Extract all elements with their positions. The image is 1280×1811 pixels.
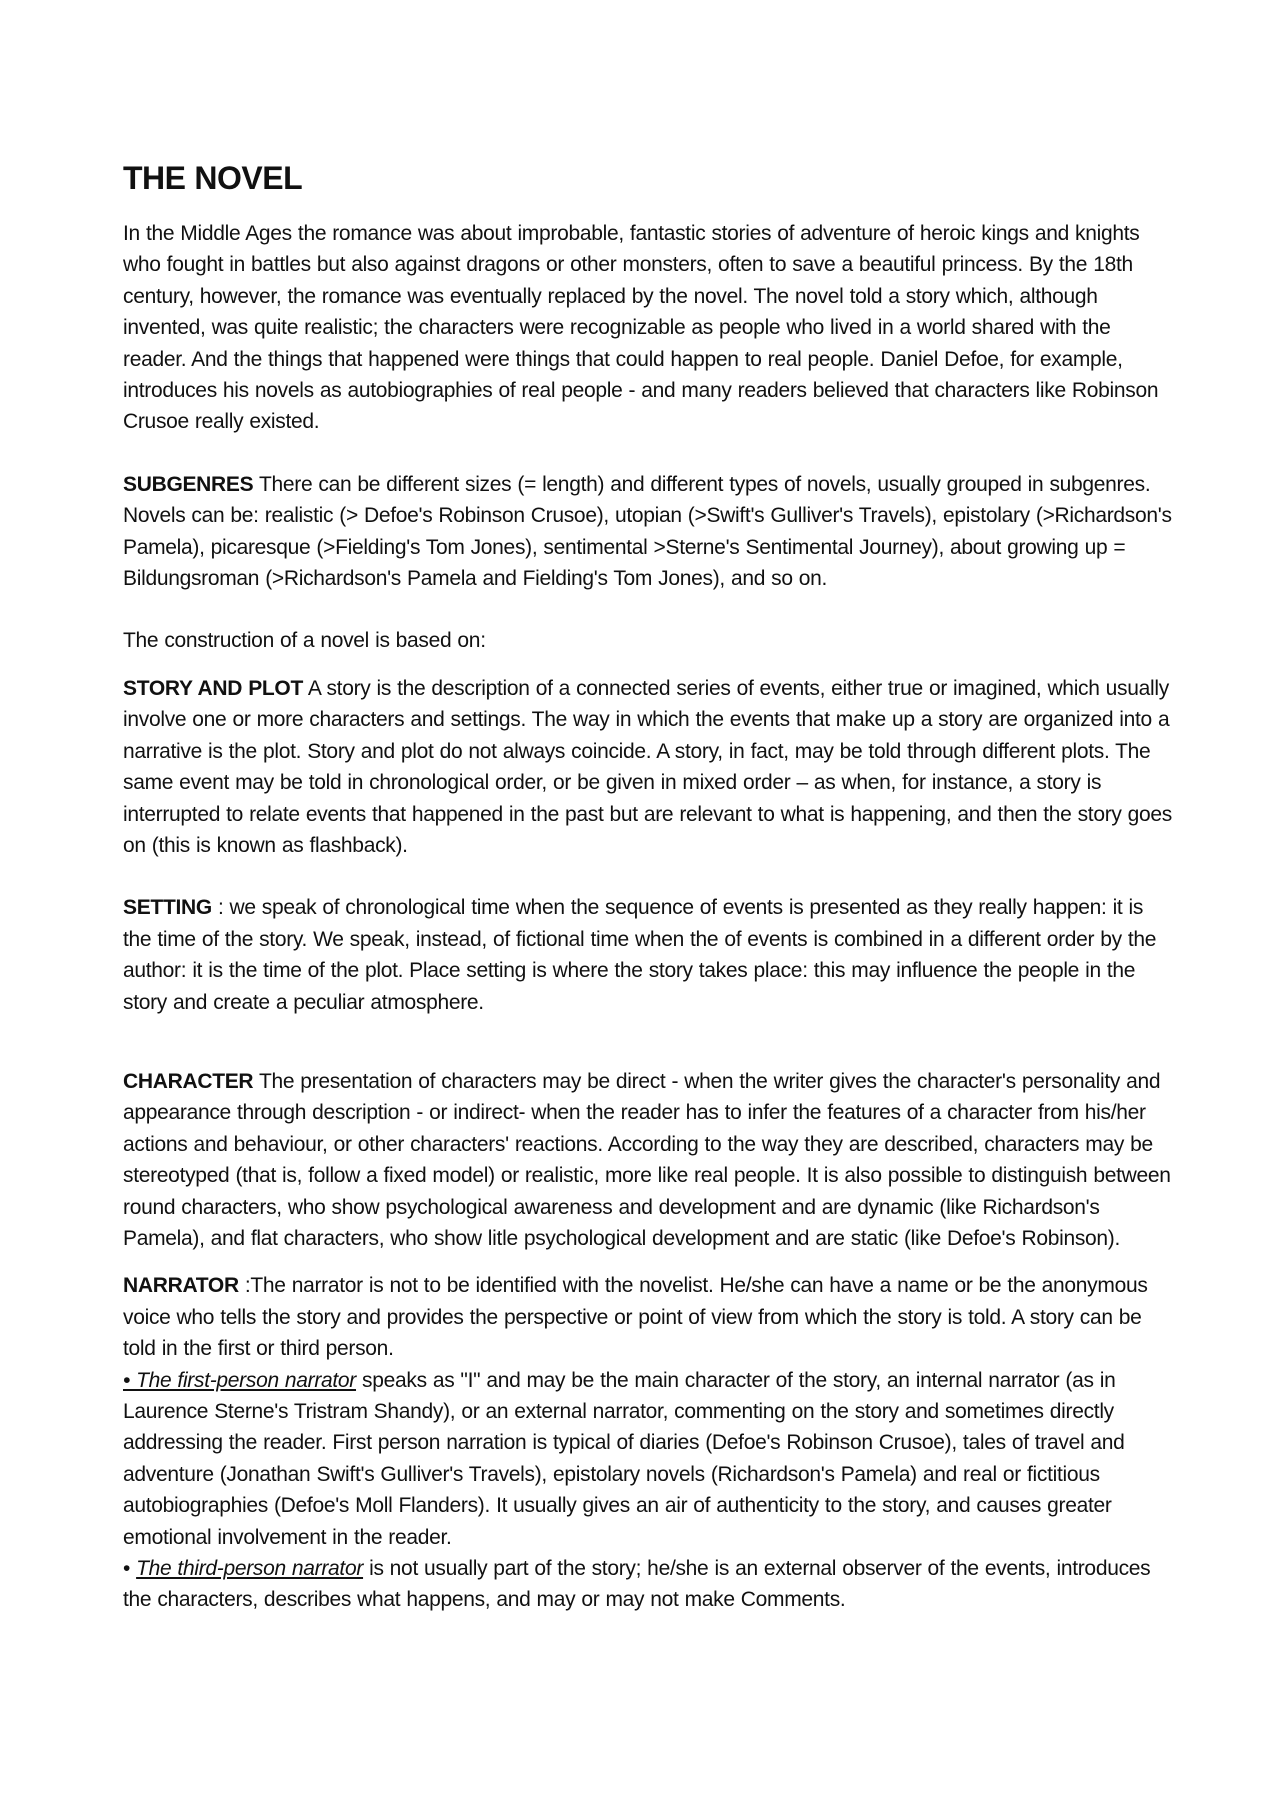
setting-text: : we speak of chronological time when the sequence of events is presented as they really happen: it is the time of the story. We speak, instead, of fictional time when the of events is combined in a different order by the author: it is the time of the plot. Place setting is where the story takes place: this may influence the people in the story and create a peculiar atmosphere. [123, 896, 1157, 1014]
setting-heading: SETTING [123, 896, 212, 920]
subgenres-heading: SUBGENRES [123, 472, 254, 496]
document-page [123, 152, 1173, 1616]
character-paragraph [123, 1066, 1173, 1254]
narrator-text: :The narrator is not to be identified with the novelist. He/she can have a name or be the anonymous voice who tells the story and provides the perspective or point of view from which the story is told. A story can be told in the first or third person. [123, 1274, 1148, 1361]
subgenres-text: There can be different sizes (= length) and different types of novels, usually grouped in subgenres. Novels can be: realistic (> Defoe's Robinson Crusoe), utopian (>Swift's Gulliver's Travels), epistolary (>Richardson's Pamela), picaresque (>Fielding's Tom Jones), sentimental >Sterne's Sentimental Journey), about growing up = Bildungsroman (>Richardson's Pamela and Fielding's Tom Jones), and so on. [123, 472, 1172, 591]
character-text: The presentation of characters may be direct - when the writer gives the character's personality and appearance through description - or indirect- when the reader has to infer the features of a character from his/her actions and behaviour, or other characters' reactions. According to the way they are described, characters may be stereotyped (that is, follow a fixed model) or realistic, more like real people. It is also possible to distinguish between round characters, who show psychological awareness and development and are dynamic (like Richardson's Pamela), and flat characters, who show litle psychological development and are static (like Defoe's Robinson). [123, 1069, 1171, 1250]
narrator-heading: NARRATOR [123, 1274, 239, 1298]
character-heading: CHARACTER [123, 1069, 254, 1093]
page-title: THE NOVEL [123, 160, 303, 196]
construction-intro: The construction of a novel is based on: [123, 629, 486, 653]
third-person-text: is not usually part of the story; he/she is an external observer of the events, introduces the characters, describes what happens, and may or may not make Comments. [123, 1557, 1151, 1612]
first-person-label: • The first-person narrator [123, 1368, 357, 1392]
third-person-label: The third-person narrator [136, 1557, 364, 1581]
narrator-paragraph [123, 1270, 1173, 1615]
bullet-icon: • [123, 1557, 137, 1581]
first-person-text: speaks as "I" and may be the main character of the story, an internal narrator (as in Laurence Sterne's Tristram Shandy), or an external narrator, commenting on the story and sometimes directly addressing the reader. First person narration is typical of diaries (Defoe's Robinson Crusoe), tales of travel and adventure (Jonathan Swift's Gulliver's Travels), epistolary novels (Richardson's Pamela) and real or fictitious autobiographies (Defoe's Moll Flanders). It usually gives an air of authenticity to the story, and causes greater emotional involvement in the reader. [123, 1368, 1125, 1549]
story-plot-text: A story is the description of a connected series of events, either true or imagined, which usually involve one or more characters and settings. The way in which the events that make up a story are organized into a narrative is the plot. Story and plot do not always coincide. A story, in fact, may be told through different plots. The same event may be told in chronological order, or be given in mixed order – as when, for instance, a story is interrupted to relate events that happened in the past but are relevant to what is happening, and then the story goes on (this is known as flashback). [123, 676, 1172, 857]
story-plot-paragraph [123, 673, 1173, 861]
story-plot-heading: STORY AND PLOT [123, 676, 303, 700]
intro-paragraph: In the Middle Ages the romance was about improbable, fantastic stories of adventure of heroic kings and knights who fought in battles but also against dragons or other monsters, often to save a beautiful princess. By the 18th century, however, the romance was eventually replaced by the novel. The novel told a story which, although invented, was quite realistic; the characters were recognizable as people who lived in a world shared with the reader. And the things that happened were things that could happen to real people. Daniel Defoe, for example, introduces his novels as autobiographies of real people - and many readers believed that characters like Robinson Crusoe really existed. [123, 222, 1159, 434]
subgenres-paragraph [123, 469, 1173, 595]
setting-paragraph [123, 892, 1173, 1018]
